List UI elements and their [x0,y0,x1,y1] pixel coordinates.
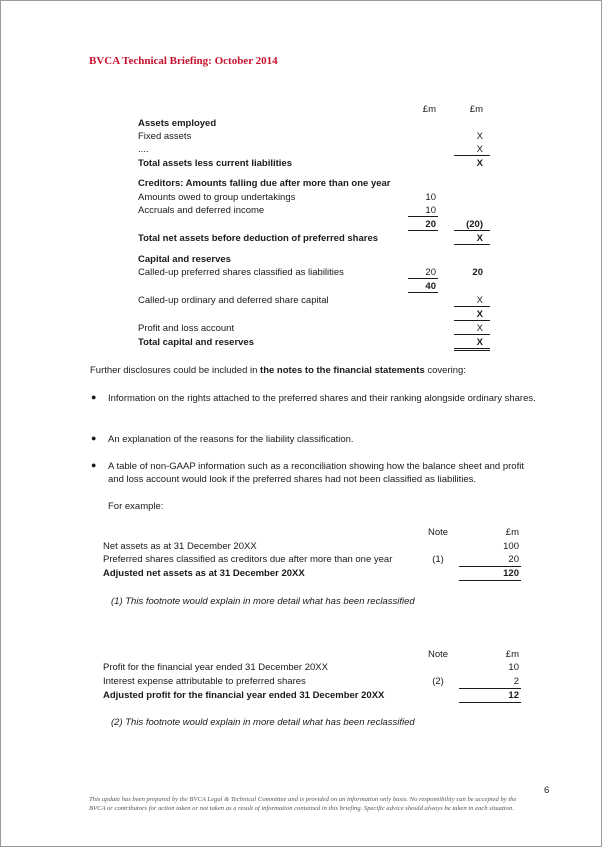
accruals-label: Accruals and deferred income [138,205,265,216]
table-row-note: (2) [432,676,444,687]
rule [454,350,490,351]
called-up-pref-c2: 20 [472,267,483,278]
briefing-title: BVCA Technical Briefing: October 2014 [89,55,278,67]
called-up-pref-label: Called-up preferred shares classified as liabilities [138,267,344,278]
table-row-value: 20 [508,554,519,565]
called-up-pref-c1: 20 [425,267,436,278]
rule [408,278,438,279]
rule [459,688,521,689]
pref-sum-c1: 40 [425,281,436,292]
bullet-dot-icon: ● [91,392,97,402]
profit-loss-label: Profit and loss account [138,323,235,334]
intro-emphasis: the notes to the financial statements [260,365,425,376]
table-row-value: 100 [503,541,519,552]
table-row-label: Adjusted net assets as at 31 December 20XX [103,568,305,579]
rule [454,348,490,349]
called-up-ordinary-label: Called-up ordinary and deferred share capital [138,295,329,306]
creditors-heading: Creditors: Amounts falling due after more than one year [138,178,391,189]
total-assets-less-cl-label: Total assets less current liabilities [138,158,292,169]
amounts-owed-label: Amounts owed to group undertakings [138,192,296,203]
fixed-assets-label: Fixed assets [138,131,192,142]
value-header: £m [505,649,519,660]
table-row-note: (1) [432,554,444,565]
rule [408,292,438,293]
accruals-value: 10 [425,205,436,216]
total-capital-value: X [476,337,483,348]
dots-value: X [476,144,483,155]
bullet-dot-icon: ● [91,433,97,443]
list-item: A table of non-GAAP information such as a reconciliation showing how the balance sheet and profit and loss account would look if the preferred shares had not been classified as liabilities. [108,461,524,485]
creditors-subtotal-c2: (20) [466,219,483,230]
table-row-label: Adjusted profit for the financial year ended 31 December 20XX [103,690,385,701]
table-row-value: 12 [508,690,519,701]
ordinary-subtotal-value: X [476,309,483,320]
note-header: Note [427,527,449,538]
value-header: £m [505,527,519,538]
total-capital-label: Total capital and reserves [138,337,254,348]
table-row-label: Interest expense attributable to preferred shares [103,676,306,687]
fixed-assets-value: X [476,131,483,142]
rule [454,155,490,156]
footnote-1: (1) This footnote would explain in more detail what has been reclassified [111,596,415,607]
footnote-2: (2) This footnote would explain in more detail what has been reclassified [111,717,415,728]
table-row-label: Net assets as at 31 December 20XX [103,541,257,552]
rule [454,334,490,335]
for-example-label: For example: [108,501,164,512]
rule [454,306,490,307]
creditors-subtotal-c1: 20 [425,219,436,230]
table-row-value: 10 [508,662,519,673]
table-row-value: 2 [513,676,519,687]
rule [454,244,490,245]
total-net-assets-label: Total net assets before deduction of preferred shares [138,233,379,244]
total-net-assets-value: X [476,233,483,244]
table-row-value: 120 [503,568,519,579]
table-row-label: Preferred shares classified as creditors due after more than one year [103,554,393,565]
rule [459,580,521,581]
rule [454,230,490,231]
bullet-dot-icon: ● [91,460,97,470]
col2-header: £m [469,104,483,115]
list-item: An explanation of the reasons for the liability classification. [108,434,354,445]
intro-prefix: Further disclosures could be included in [90,365,261,376]
intro-paragraph [90,364,466,377]
table-row-label: Profit for the financial year ended 31 December 20XX [103,662,328,673]
intro-suffix: covering: [424,365,466,376]
capital-heading: Capital and reserves [138,254,231,265]
rule [459,566,521,567]
assets-employed-heading: Assets employed [138,118,217,129]
note-header: Note [427,649,449,660]
rule [408,216,438,217]
col1-header: £m [422,104,436,115]
rule [408,230,438,231]
amounts-owed-value: 10 [425,192,436,203]
rule [459,702,521,703]
total-assets-less-cl-value: X [476,158,483,169]
list-item: Information on the rights attached to the preferred shares and their ranking alongside ordinary shares. [108,393,536,404]
profit-loss-value: X [476,323,483,334]
page-number: 6 [544,785,550,796]
dots-label: .... [138,144,149,155]
disclaimer-text: This update has been prepared by the BVCA Legal & Technical Committee and is provided on an information only basis. No responsibility can be accepted by the BVCA or contributors for action taken or not taken as a result of information contained in this briefing. Specific advice should always be taken in each situation. [89,796,517,812]
rule [454,320,490,321]
called-up-ordinary-value: X [476,295,483,306]
